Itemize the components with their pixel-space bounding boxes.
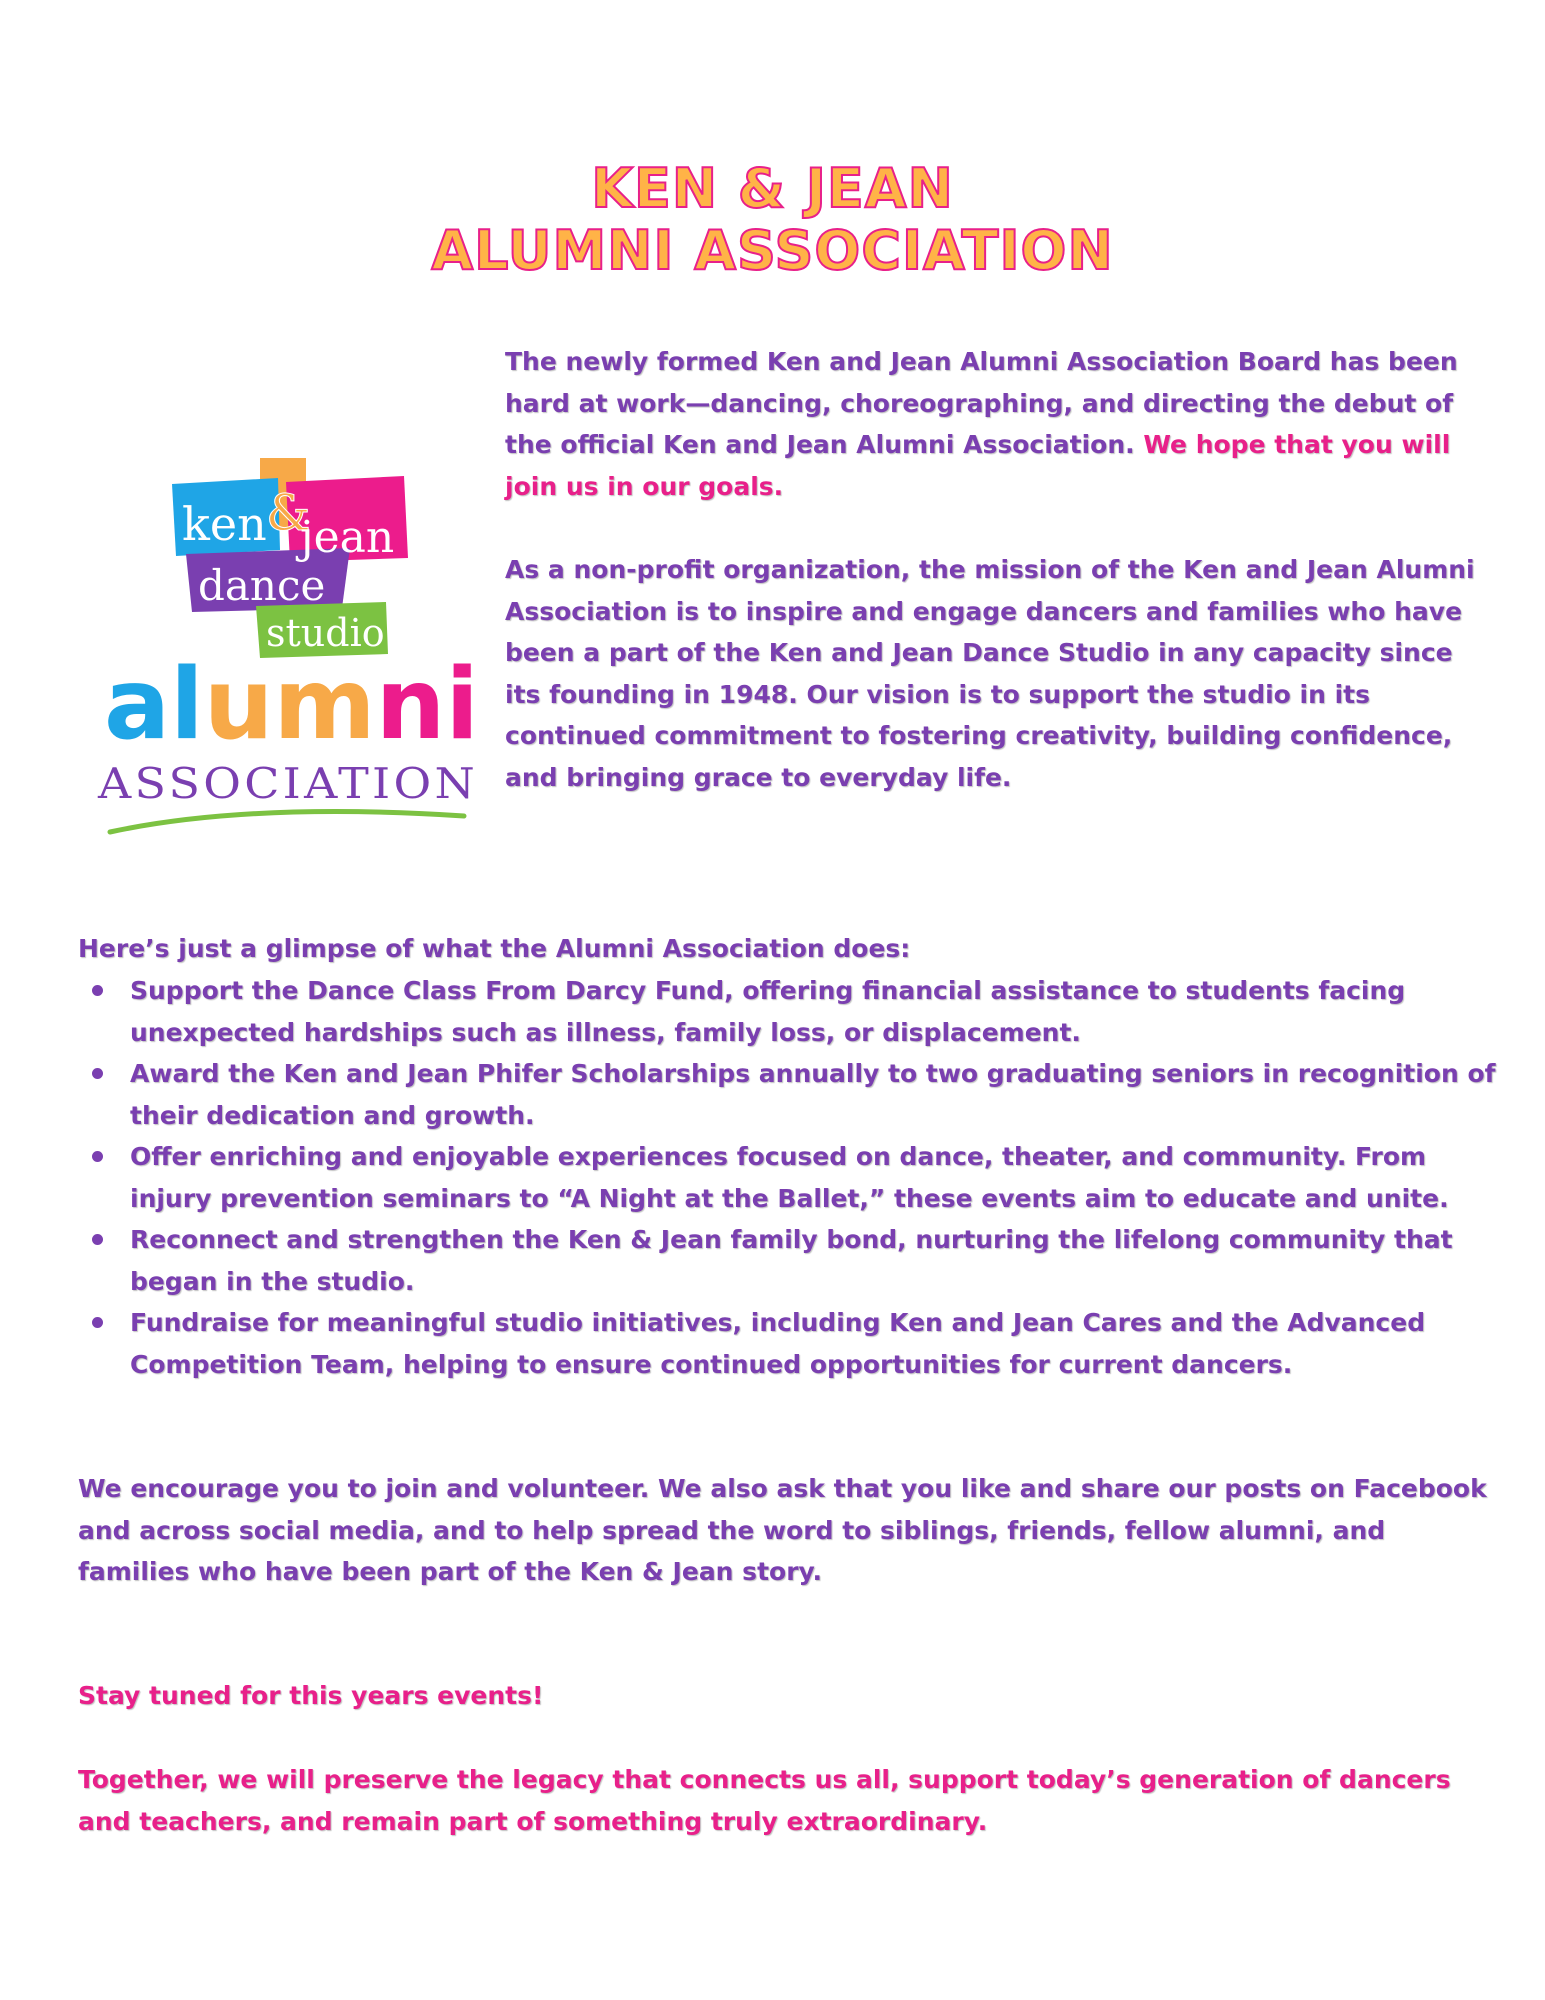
logo-alumni-letter-n: n: [375, 648, 446, 762]
logo-alumni-letter-u: u: [203, 648, 274, 762]
list-item: [78, 1136, 1498, 1219]
bullet-dot-icon: [92, 1234, 103, 1245]
activities-list: [78, 970, 1498, 1385]
logo-word-association: ASSOCIATION: [96, 759, 479, 808]
intro-p1-text: The newly formed Ken and Jean Alumni Association Board has been hard at work—dancing, choreographing, and directing the debut of the official Ken and Jean Alumni Association.: [505, 347, 1458, 459]
stay-tuned-text: Stay tuned for this years events!: [78, 1681, 544, 1710]
logo-word-studio: studio: [266, 611, 385, 655]
list-item: [78, 1219, 1498, 1302]
alumni-association-logo: [80, 440, 490, 860]
closing-paragraph: Together, we will preserve the legacy that connects us all, support today’s generation of dancers and teachers, and remain part of something truly extraordinary.: [78, 1765, 1451, 1836]
logo-alumni-letter-i: i: [445, 648, 480, 762]
logo-alumni-letter-a: a: [104, 648, 171, 762]
logo-ampersand: &: [266, 484, 311, 542]
logo-word-jean: jean: [300, 512, 395, 563]
glimpse-heading: Here’s just a glimpse of what the Alumni Association does:: [78, 934, 911, 963]
list-item: [78, 1053, 1498, 1136]
list-item-text: Reconnect and strengthen the Ken & Jean family bond, nurturing the lifelong community that began in the studio.: [130, 1225, 1453, 1296]
logo-alumni-letter-l: l: [170, 648, 204, 762]
page-title-line-2: ALUMNI ASSOCIATION: [431, 219, 1114, 282]
encourage-paragraph: We encourage you to join and volunteer. We also ask that you like and share our posts on Facebook and across social media, and to help spread the word to siblings, friends, fellow alumni, and families who have been part of the Ken & Jean story.: [78, 1474, 1487, 1586]
list-item-text: Offer enriching and enjoyable experiences focused on dance, theater, and community. From injury prevention seminars to “A Night at the Ballet,” these events aim to educate and unite.: [130, 1142, 1449, 1213]
list-item-text: Award the Ken and Jean Phifer Scholarships annually to two graduating seniors in recognition of their dedication and growth.: [130, 1059, 1496, 1130]
logo-word-dance: dance: [198, 561, 326, 610]
mission-paragraph: As a non-profit organization, the mission of the Ken and Jean Alumni Association is to inspire and engage dancers and families who have been a part of the Ken and Jean Dance Studio in any capacity since its founding in 1948. Our vision is to support the studio in its continued commitment to fostering creativity, building confidence, and bringing grace to everyday life.: [505, 555, 1475, 792]
intro-paragraph-1: [505, 341, 1475, 507]
list-item-text: Fundraise for meaningful studio initiatives, including Ken and Jean Cares and the Advanced Competition Team, helping to ensure continued opportunities for current dancers.: [130, 1308, 1426, 1379]
logo-swoosh: [110, 812, 464, 832]
bullet-dot-icon: [92, 1317, 103, 1328]
logo-alumni-letter-m: m: [273, 648, 376, 762]
list-item: [78, 970, 1498, 1053]
intro-p1-highlight: We hope that you will join us in our goals.: [505, 430, 1451, 501]
logo-word-alumni: [104, 648, 479, 762]
page-title-line-1: KEN & JEAN: [591, 157, 954, 220]
bullet-dot-icon: [92, 1151, 103, 1162]
bullet-dot-icon: [92, 985, 103, 996]
bullet-dot-icon: [92, 1068, 103, 1079]
list-item: [78, 1302, 1498, 1385]
list-item-text: Support the Dance Class From Darcy Fund, offering financial assistance to students facing unexpected hardships such as illness, family loss, or displacement.: [130, 976, 1406, 1047]
logo-word-ken: ken: [182, 497, 267, 551]
